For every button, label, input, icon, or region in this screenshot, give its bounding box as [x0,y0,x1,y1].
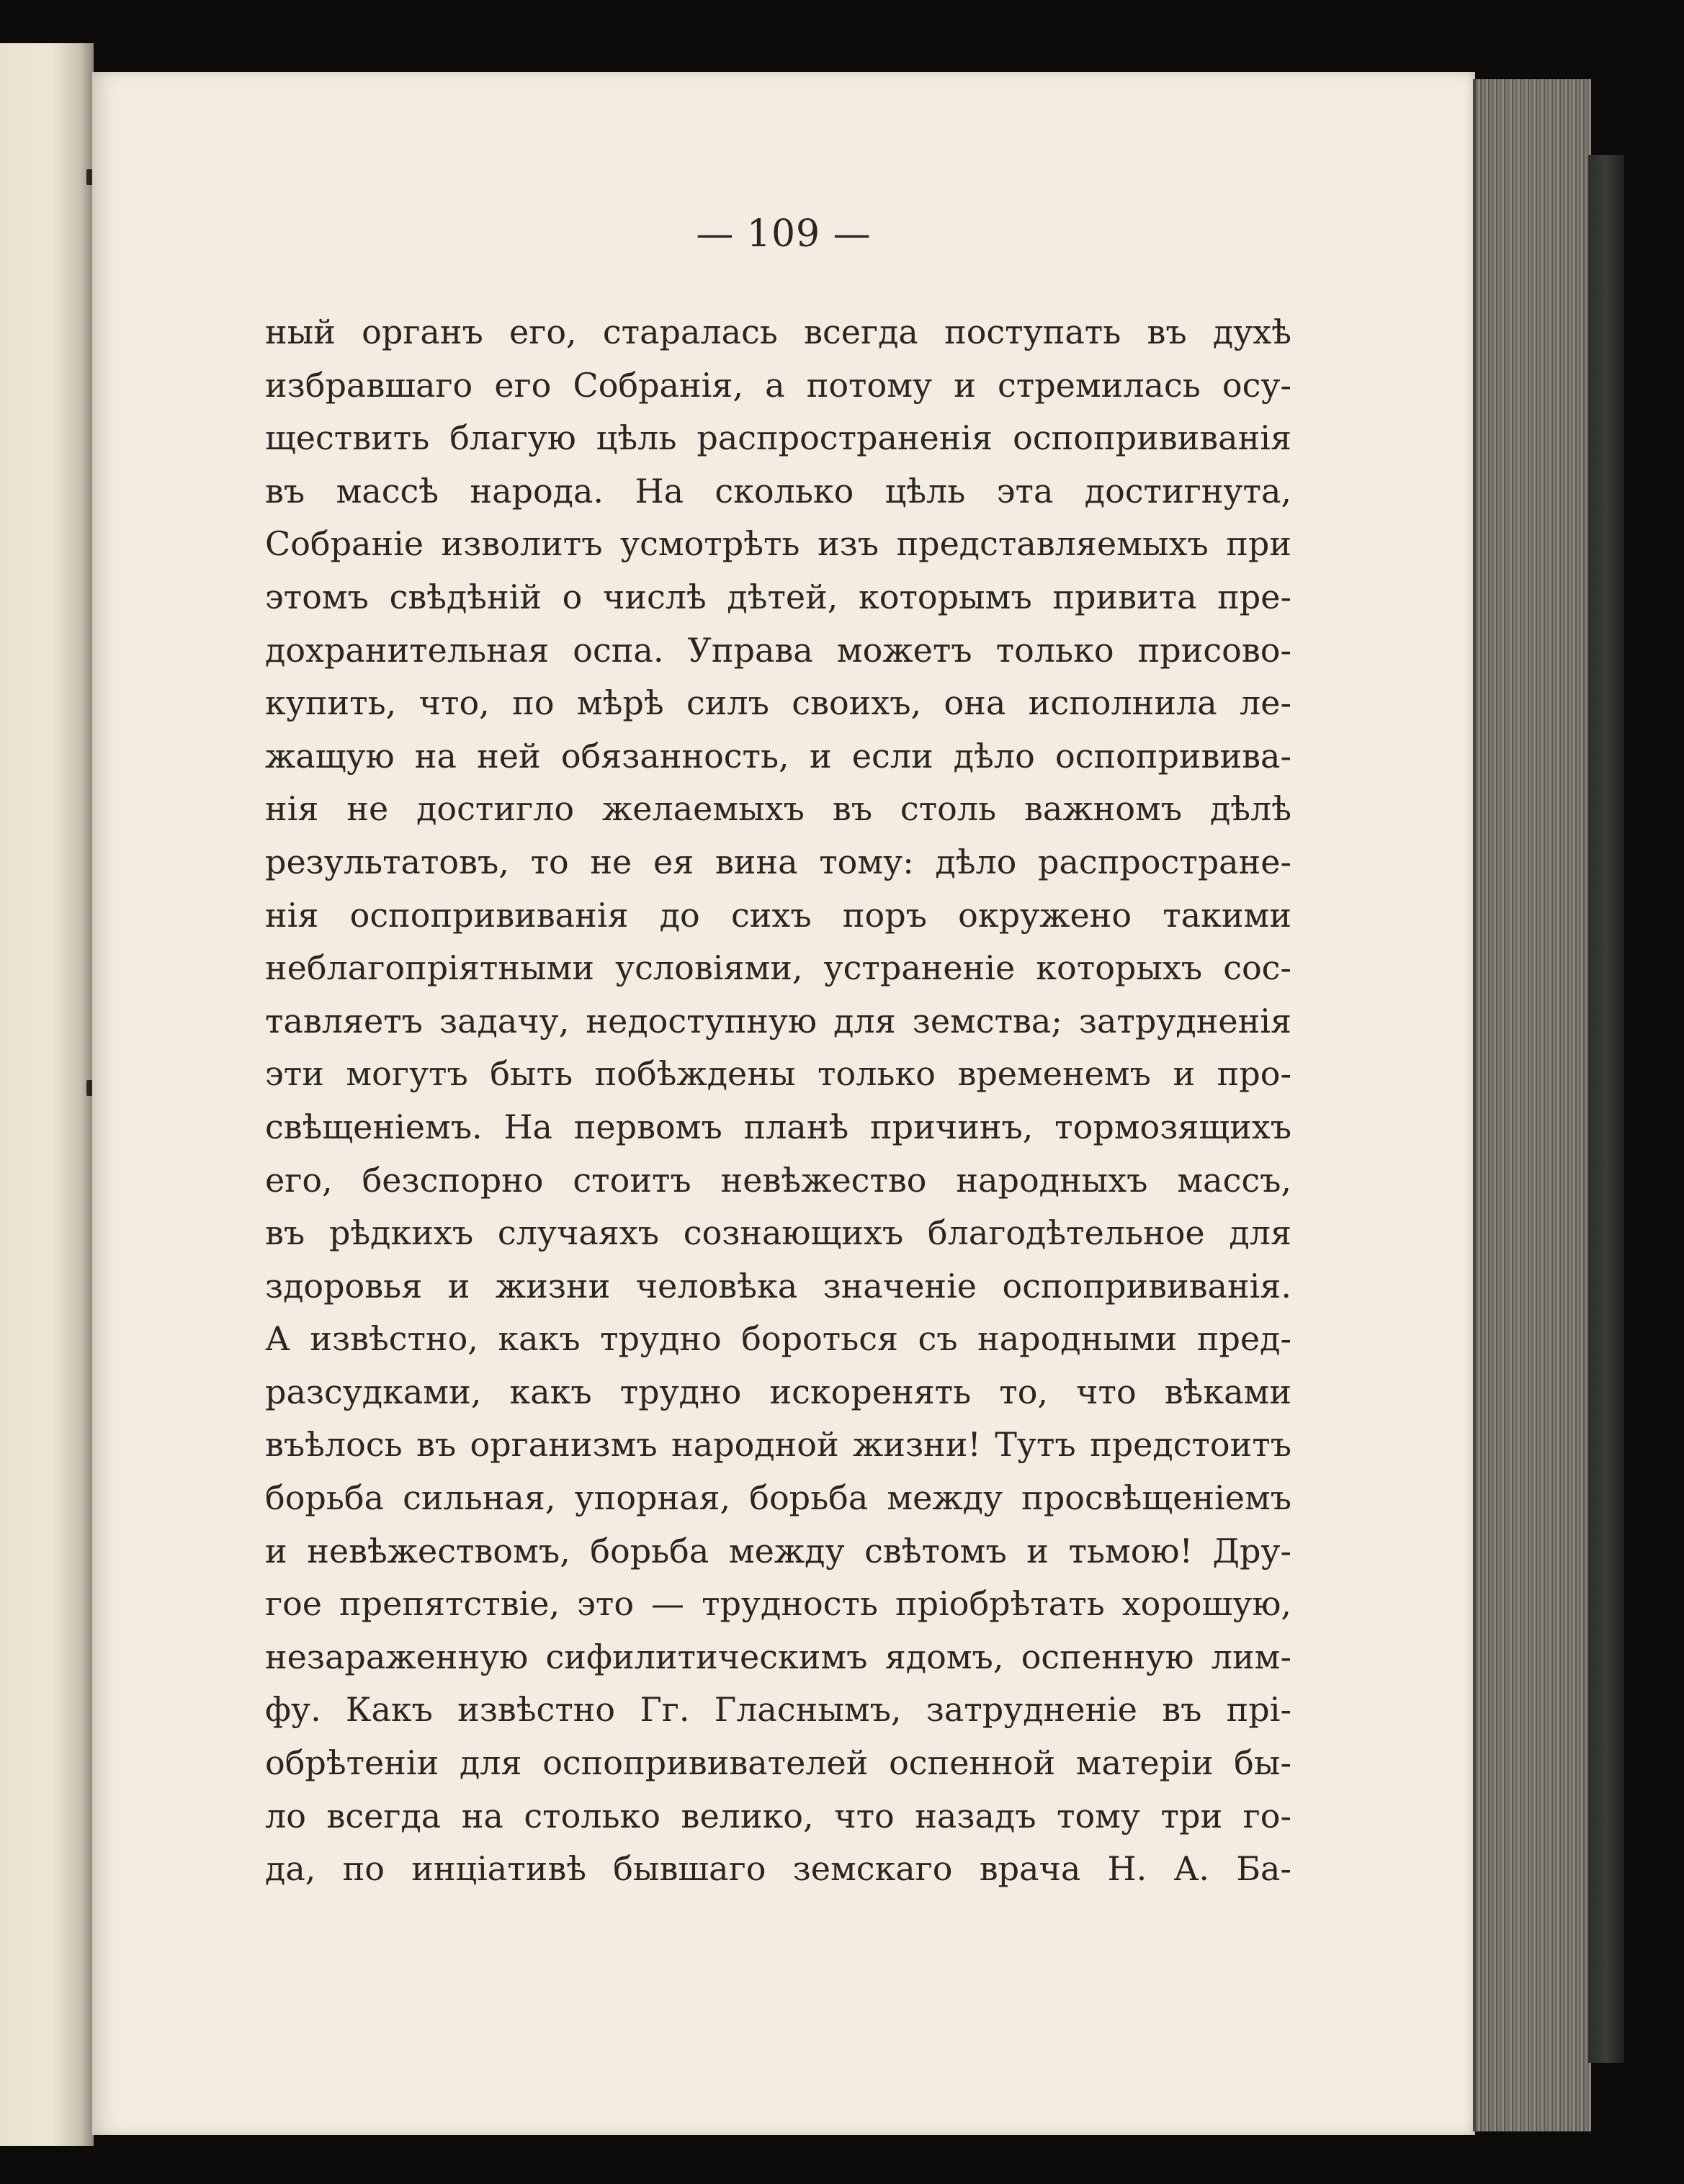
text-line: результатовъ, то не ея вина тому: дѣло распростране- [265,842,1291,881]
body-text [265,306,1291,1896]
text-line: ный органъ его, старалась всегда поступать въ духѣ [265,313,1291,351]
text-line: гое препятствіе, это — трудность пріобрѣтать хорошую, [265,1584,1291,1624]
text-line: незараженную сифилитическимъ ядомъ, оспенную лим- [265,1637,1291,1676]
text-line: эти могутъ быть побѣждены только временемъ и про- [265,1054,1291,1094]
text-line: въ массѣ народа. На сколько цѣль эта достигнута, [265,471,1291,511]
text-line: разсудками, какъ трудно искоренять то, что вѣками [265,1372,1291,1411]
text-line: купить, что, по мѣрѣ силъ своихъ, она исполнила ле- [265,683,1291,723]
text-line: здоровья и жизни человѣка значеніе оспопрививанія. [265,1266,1291,1306]
text-line: въ рѣдкихъ случаяхъ сознающихъ благодѣтельное для [265,1213,1291,1253]
text-line: его, безспорно стоитъ невѣжество народныхъ массъ, [265,1160,1291,1200]
text-line: ществить благую цѣль распространенія оспопрививанія [265,418,1291,458]
book-cover-edge [1588,155,1624,2063]
text-line: обрѣтеніи для оспопрививателей оспенной матеріи бы- [265,1743,1291,1783]
text-line: борьба сильная, упорная, борьба между просвѣщеніемъ [265,1478,1291,1518]
text-line: фу. Какъ извѣстно Гг. Гласнымъ, затрудненіе въ прі- [265,1690,1291,1730]
text-line: неблагопріятными условіями, устраненіе которыхъ сос- [265,948,1291,988]
text-line: ло всегда на столько велико, что назадъ тому три го- [265,1796,1291,1835]
text-line: этомъ свѣдѣній о числѣ дѣтей, которымъ привита пре- [265,577,1291,616]
text-line: свѣщеніемъ. На первомъ планѣ причинъ, тормозящихъ [265,1107,1291,1146]
text-line: А извѣстно, какъ трудно бороться съ народными пред- [265,1319,1291,1359]
text-line: да, по инціативѣ бывшаго земскаго врача Н. А. Ба- [265,1849,1291,1889]
text-line: нія оспопрививанія до сихъ поръ окружено такими [265,895,1291,935]
text-line: дохранительная оспа. Управа можетъ только присово- [265,630,1291,670]
facing-page-edge [0,43,94,2146]
text-line: и невѣжествомъ, борьба между свѣтомъ и тьмою! Дру- [265,1531,1291,1570]
page-stack-edge [1473,79,1591,2131]
page-number: — 109 — [696,212,872,256]
text-line: избравшаго его Собранія, а потому и стремилась осу- [265,365,1291,405]
text-line: тавляетъ задачу, недоступную для земства; затрудненія [265,1001,1291,1041]
text-line: въѣлось въ организмъ народной жизни! Тутъ предстоитъ [265,1425,1291,1465]
text-line: Собраніе изволитъ усмотрѣть изъ представляемыхъ при [265,524,1291,564]
text-line: нія не достигло желаемыхъ въ столь важномъ дѣлѣ [265,789,1291,829]
text-line: жащую на ней обязанность, и если дѣло оспопрививa- [265,736,1291,776]
